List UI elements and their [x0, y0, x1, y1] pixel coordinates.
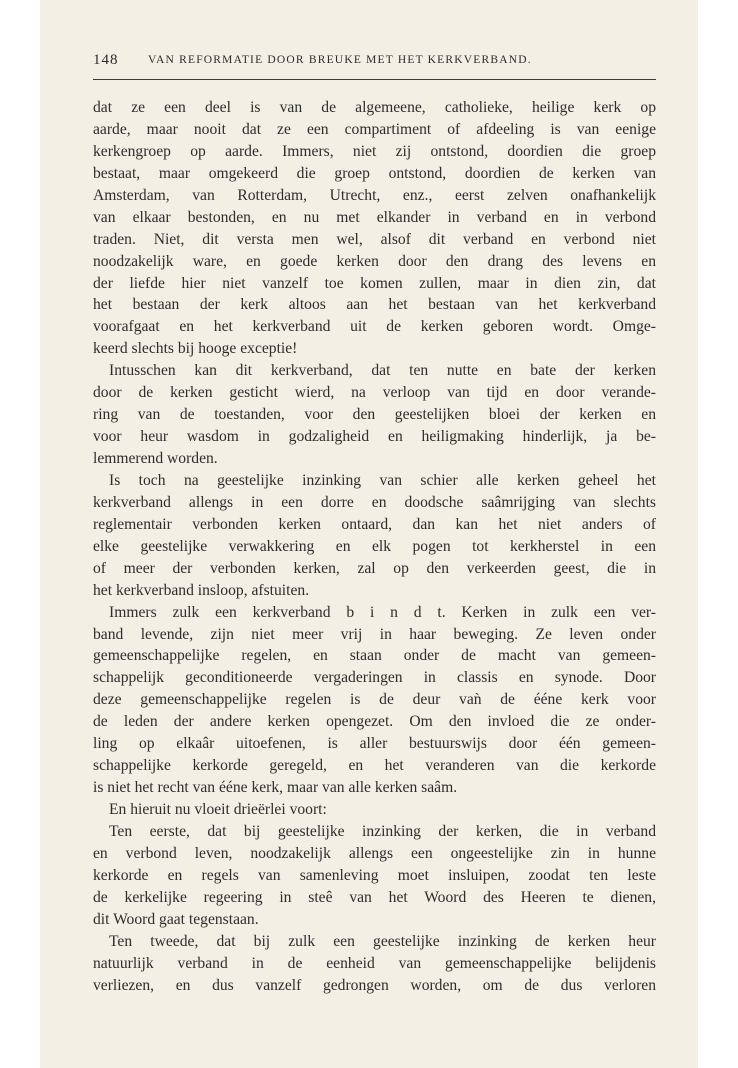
body-text: [93, 97, 656, 996]
text-line: het bestaan der kerk altoos aan het bestaan van het kerkverband: [93, 296, 656, 314]
paragraph: [93, 360, 656, 470]
text-line: Ten tweede, dat bij zulk een geestelijke inzinking de kerken heur: [109, 932, 656, 950]
text-line: Is toch na geestelijke inzinking van schier alle kerken geheel het: [109, 471, 656, 489]
text-line: ling op elkaâr uitoefenen, is aller bestuurswijs door één gemeen-: [93, 735, 656, 753]
text-line: elke geestelijke verwakkering en elk pogen tot kerkherstel in een: [93, 537, 656, 555]
text-line: dat ze een deel is van de algemeene, catholieke, heilige kerk op: [93, 99, 656, 116]
text-line: kerkorde en regels van samenleving moet insluipen, zoodat ten leste: [93, 866, 656, 884]
header-rule: [93, 79, 656, 80]
text-line: Amsterdam, van Rotterdam, Utrecht, enz., eerst zelven onafhankelijk: [93, 186, 656, 204]
text-line: schappelijk geconditioneerde vergaderingen in classis en synode. Door: [93, 669, 656, 687]
text-line: dit Woord gaat tegenstaan.: [93, 910, 259, 928]
text-line: gemeenschappelijke regelen, en staan onder de macht van gemeen-: [93, 647, 656, 665]
text-line: der liefde hier niet vanzelf toe komen zullen, maar in dien zin, dat: [93, 274, 656, 292]
text-line: ring van de toestanden, voor den geestelijken bloei der kerken en: [93, 406, 656, 424]
text-line: is niet het recht van ééne kerk, maar van alle kerken saâm.: [93, 779, 458, 797]
text-line: voor heur wasdom in godzaligheid en heiligmaking hinderlijk, ja be-: [93, 428, 656, 446]
page-number: 148: [93, 52, 119, 68]
text-line: schappelijke kerkorde geregeld, en het veranderen van die kerkorde: [93, 757, 656, 775]
text-line: Ten eerste, dat bij geestelijke inzinking der kerken, die in verband: [109, 822, 656, 840]
text-line: en verbond leven, noodzakelijk allengs een ongeestelijke zin in hunne: [93, 844, 656, 862]
text-line: kerkengroep op aarde. Immers, niet zij ontstond, doordien die groep: [93, 142, 656, 160]
paragraph: [93, 97, 656, 360]
text-line: het kerkverband insloop, afstuiten.: [93, 581, 310, 599]
text-line: door de kerken gesticht wierd, na verloop van tijd en door verande-: [93, 384, 656, 402]
text-line: lemmerend worden.: [93, 450, 218, 467]
text-line: van elkaar bestonden, en nu met elkander in verband en in verbond: [93, 208, 656, 226]
text-line: verliezen, en dus vanzelf gedrongen worden, om de dus verloren: [93, 976, 656, 994]
text-line: de leden der andere kerken opengezet. Om den invloed die ze onder-: [93, 713, 656, 731]
text-line: of meer der verbonden kerken, zal op den verkeerden geest, die in: [93, 559, 656, 577]
text-line: kerkverband allengs in een dorre en doodsche saâmrijging van slechts: [93, 493, 656, 511]
paragraph: [93, 799, 656, 821]
paragraph: [93, 470, 656, 602]
text-line: de kerkelijke regeering in steê van het Woord des Heeren te dienen,: [93, 888, 656, 906]
running-title: VAN REFORMATIE DOOR BREUKE MET HET KERKVERBAND.: [148, 54, 532, 66]
text-line: natuurlijk verband in de eenheid van gemeenschappelijke belijdenis: [93, 954, 656, 972]
text-line: deze gemeenschappelijke regelen is de deur vaǹ de ééne kerk voor: [93, 691, 656, 709]
text-line: band levende, zijn niet meer vrij in haar beweging. Ze leven onder: [93, 625, 656, 643]
paragraph: [93, 931, 656, 997]
text-line: voorafgaat en het kerkverband uit de kerken geboren wordt. Omge-: [93, 318, 656, 336]
paragraph: [93, 602, 656, 799]
text-line: Immers zulk een kerkverband b i n d t. Kerken in zulk een ver-: [109, 603, 656, 621]
text-line: keerd slechts bij hooge exceptie!: [93, 340, 298, 358]
text-line: bestaat, maar omgekeerd die groep ontstond, doordien de kerken van: [93, 164, 656, 182]
text-line: reglementair verbonden kerken ontaard, dan kan het niet anders of: [93, 515, 656, 533]
text-line: traden. Niet, dit versta men wel, alsof dit verband en verbond niet: [93, 230, 656, 248]
text-line: noodzakelijk ware, en goede kerken door den drang des levens en: [93, 252, 656, 270]
text-line: Intusschen kan dit kerkverband, dat ten nutte en bate der kerken: [109, 362, 656, 380]
paragraph: [93, 821, 656, 931]
text-line: En hieruit nu vloeit drieërlei voort:: [109, 801, 327, 818]
text-line: aarde, maar nooit dat ze een compartiment of afdeeling is van eenige: [93, 120, 656, 138]
